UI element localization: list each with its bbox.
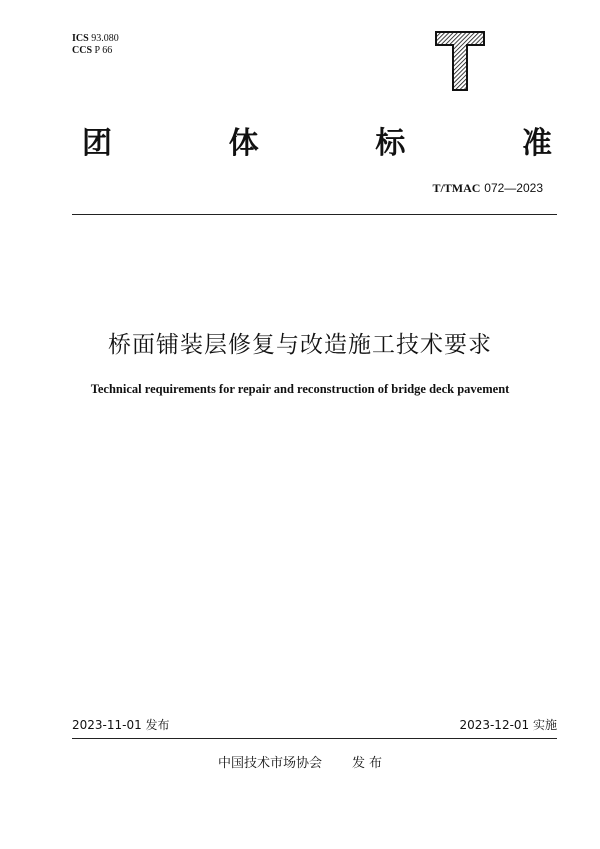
standard-type-char: 准 bbox=[521, 126, 552, 161]
ccs-code-line bbox=[72, 45, 119, 57]
ccs-code: P 66 bbox=[94, 45, 113, 56]
issue-date: 2023-11-01 发布 bbox=[72, 718, 170, 732]
standard-type-char: 体 bbox=[228, 126, 259, 161]
standard-type-heading bbox=[82, 118, 552, 162]
standard-type-char: 团 bbox=[82, 126, 112, 161]
ics-code: 93.080 bbox=[91, 33, 119, 44]
ics-label: ICS bbox=[72, 33, 89, 44]
standard-number-prefix: T/TMAC bbox=[432, 181, 481, 195]
document-title-chinese: 桥面铺装层修复与改造施工技术要求 bbox=[108, 332, 492, 358]
standard-number-value: 072—2023 bbox=[484, 181, 543, 195]
ics-code-line bbox=[72, 33, 119, 45]
publisher-action: 发布 bbox=[352, 756, 387, 771]
standard-type-char: 标 bbox=[375, 126, 406, 161]
publisher-line bbox=[218, 752, 386, 771]
top-divider bbox=[72, 214, 557, 215]
standard-logo-t bbox=[434, 30, 486, 92]
bottom-divider bbox=[72, 738, 557, 739]
implementation-date: 2023-12-01 实施 bbox=[459, 718, 557, 732]
ccs-label: CCS bbox=[72, 45, 93, 56]
publisher-name: 中国技术市场协会 bbox=[218, 756, 323, 771]
standard-number bbox=[432, 181, 543, 196]
classification-codes bbox=[72, 33, 119, 57]
document-title-english: Technical requirements for repair and reconstruction of bridge deck pavement bbox=[90, 382, 510, 396]
